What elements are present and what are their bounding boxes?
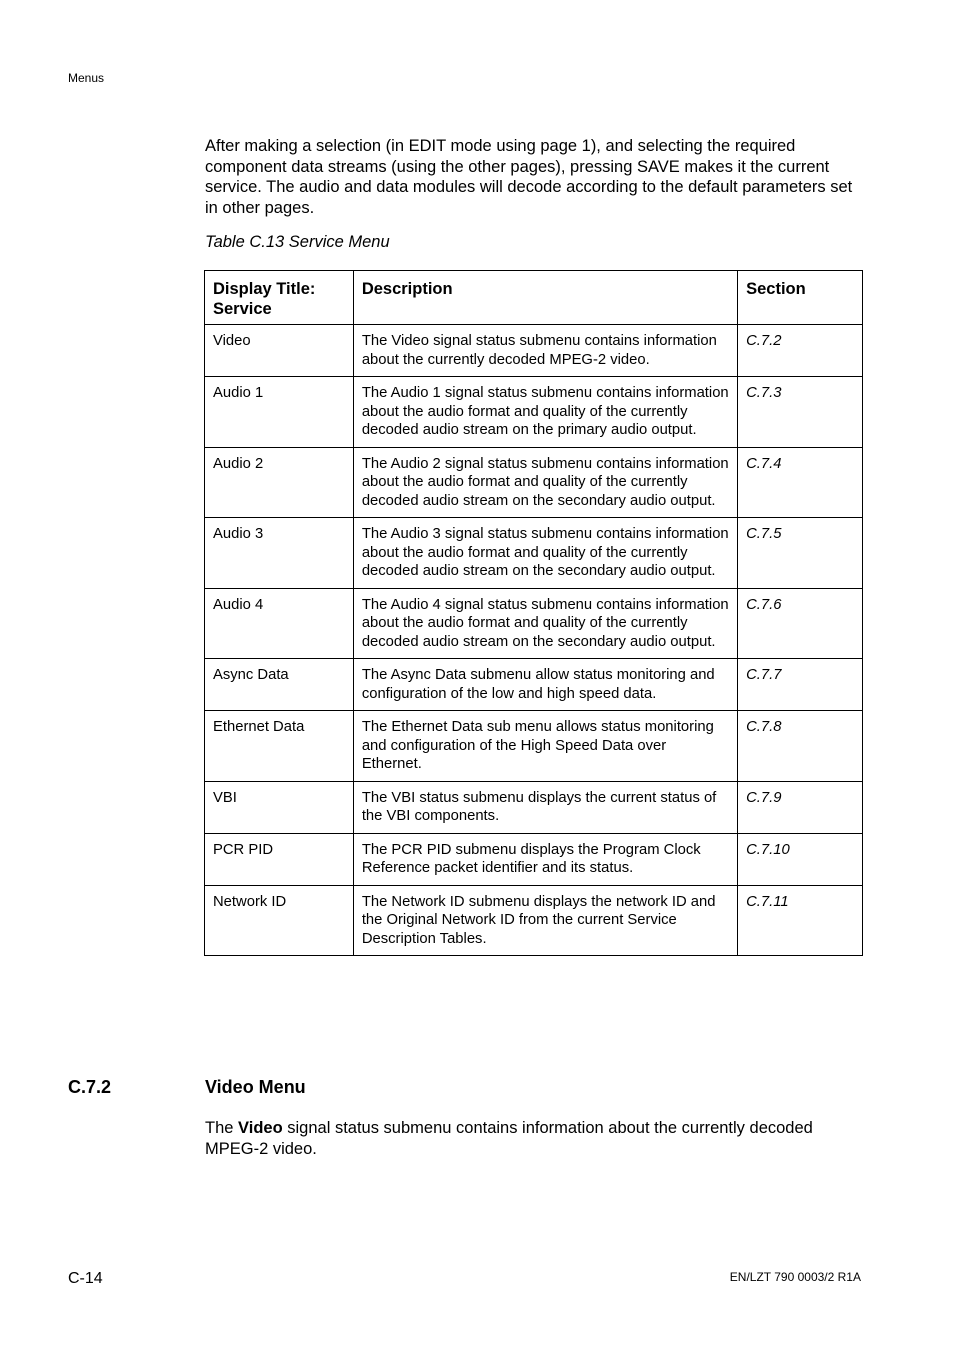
table-row — [205, 781, 863, 833]
cell-section: C.7.5 — [738, 518, 863, 589]
header-section: Section — [738, 271, 863, 325]
table-row — [205, 711, 863, 782]
cell-display-title: Video — [205, 325, 354, 377]
cell-description: The Audio 2 signal status submenu contains information about the audio format and quality of the currently decoded audio stream on the secondary audio output. — [353, 447, 737, 518]
cell-section: C.7.11 — [738, 885, 863, 956]
intro-paragraph: After making a selection (in EDIT mode using page 1), and selecting the required component data streams (using the other pages), pressing SAVE makes it the current service. The audio and data modules will decode according to the default parameters set in other pages. — [205, 137, 853, 217]
section-body — [205, 1118, 865, 1159]
cell-display-title: Audio 4 — [205, 588, 354, 659]
cell-display-title: VBI — [205, 781, 354, 833]
cell-display-title: Audio 2 — [205, 447, 354, 518]
table-row — [205, 588, 863, 659]
table-row — [205, 325, 863, 377]
cell-description: The Audio 3 signal status submenu contains information about the audio format and quality of the currently decoded audio stream on the secondary audio output. — [353, 518, 737, 589]
cell-display-title: Async Data — [205, 659, 354, 711]
cell-section: C.7.3 — [738, 377, 863, 448]
cell-section: C.7.7 — [738, 659, 863, 711]
table-row — [205, 659, 863, 711]
cell-description: The Audio 1 signal status submenu contains information about the audio format and quality of the currently decoded audio stream on the primary audio output. — [353, 377, 737, 448]
cell-section: C.7.10 — [738, 833, 863, 885]
cell-description: The PCR PID submenu displays the Program Clock Reference packet identifier and its status. — [353, 833, 737, 885]
cell-section: C.7.2 — [738, 325, 863, 377]
cell-display-title: PCR PID — [205, 833, 354, 885]
service-menu-table — [204, 270, 863, 956]
cell-display-title: Network ID — [205, 885, 354, 956]
cell-display-title: Audio 3 — [205, 518, 354, 589]
cell-display-title: Audio 1 — [205, 377, 354, 448]
cell-description: The VBI status submenu displays the current status of the VBI components. — [353, 781, 737, 833]
section-number: C.7.2 — [68, 1077, 112, 1097]
table-row — [205, 377, 863, 448]
header-display-title: Display Title: Service — [205, 271, 354, 325]
table-row — [205, 833, 863, 885]
page-number: C-14 — [68, 1270, 103, 1287]
cell-section: C.7.8 — [738, 711, 863, 782]
table-row — [205, 447, 863, 518]
table-caption: Table C.13 Service Menu — [205, 233, 390, 251]
body-bold-term: Video — [238, 1119, 283, 1137]
table-body — [205, 325, 863, 956]
cell-description: The Audio 4 signal status submenu contains information about the audio format and quality of the currently decoded audio stream on the secondary audio output. — [353, 588, 737, 659]
table-row — [205, 518, 863, 589]
cell-description: The Video signal status submenu contains information about the currently decoded MPEG-2 video. — [353, 325, 737, 377]
cell-description: The Ethernet Data sub menu allows status monitoring and configuration of the High Speed Data over Ethernet. — [353, 711, 737, 782]
body-rest: signal status submenu contains information about the currently decoded MPEG-2 video. — [205, 1119, 813, 1158]
header-description: Description — [353, 271, 737, 325]
cell-section: C.7.4 — [738, 447, 863, 518]
body-prefix: The — [205, 1119, 239, 1137]
cell-description: The Async Data submenu allow status monitoring and configuration of the low and high speed data. — [353, 659, 737, 711]
table-row — [205, 885, 863, 956]
cell-section: C.7.9 — [738, 781, 863, 833]
table-header-row — [205, 271, 863, 325]
section-title: Video Menu — [205, 1077, 306, 1097]
cell-display-title: Ethernet Data — [205, 711, 354, 782]
document-id: EN/LZT 790 0003/2 R1A — [729, 1270, 861, 1284]
running-header: Menus — [68, 71, 105, 85]
cell-description: The Network ID submenu displays the network ID and the Original Network ID from the current Service Description Tables. — [353, 885, 737, 956]
cell-section: C.7.6 — [738, 588, 863, 659]
